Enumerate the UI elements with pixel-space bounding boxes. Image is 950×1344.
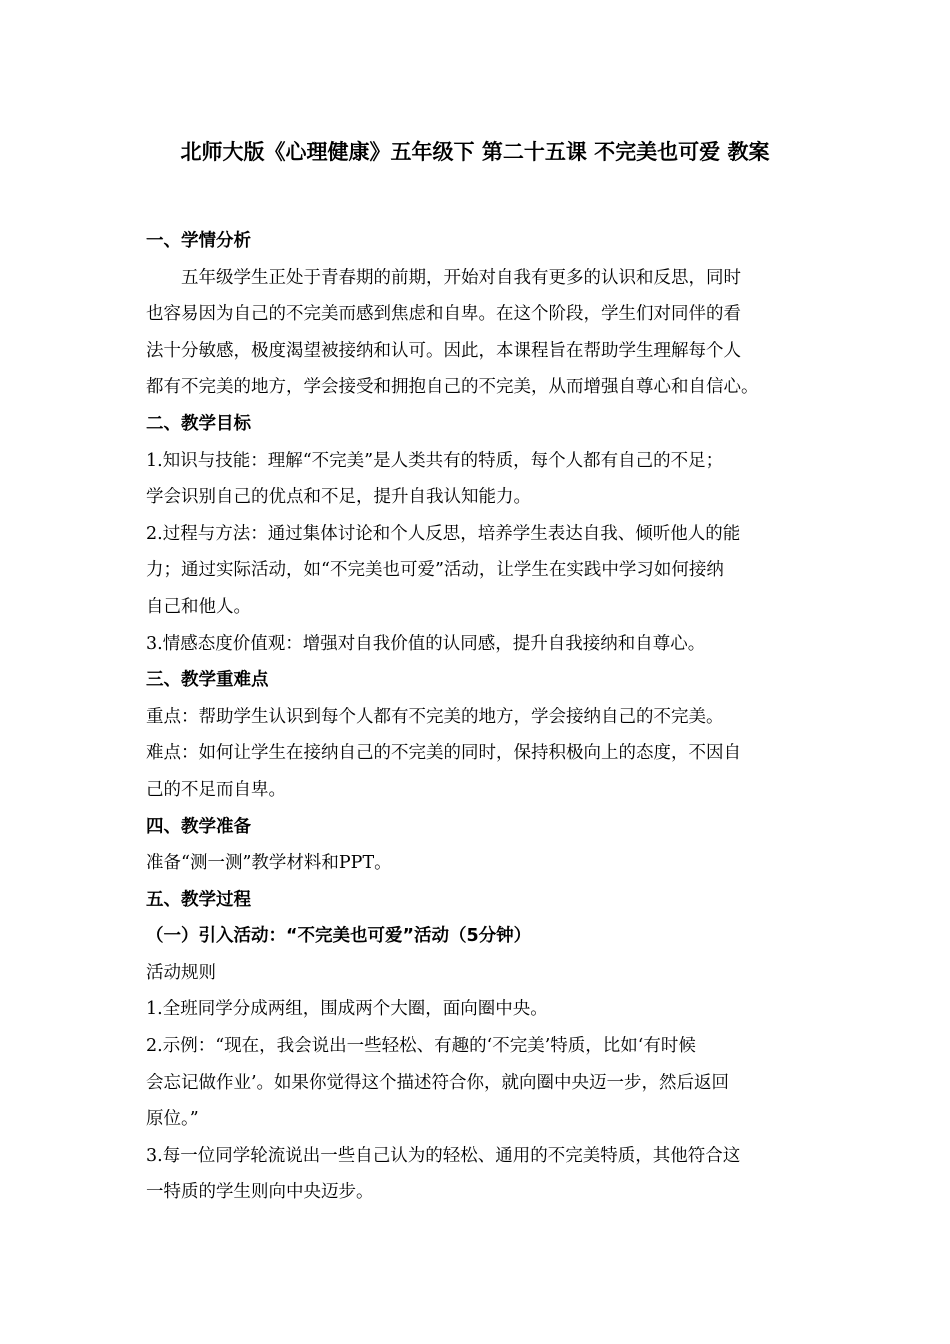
paragraph-line: 1.全班同学分成两组，围成两个大圈，面向圈中央。 [146,999,548,1020]
paragraph-line: 2.示例：“现在，我会说出一些轻松、有趣的‘不完美’特质，比如‘有时候 [146,1036,696,1057]
paragraph-line: 重点：帮助学生认识到每个人都有不完美的地方，学会接纳自己的不完美。 [146,706,724,727]
paragraph-line: 3.每一位同学轮流说出一些自己认为的轻松、通用的不完美特质，其他符合这 [146,1145,741,1166]
section-heading: 二、教学目标 [146,413,251,434]
paragraph-line: 己的不足而自卑。 [146,779,286,800]
section-heading: （一）引入活动：“不完美也可爱”活动（5分钟） [146,926,532,947]
paragraph-line: 也容易因为自己的不完美而感到焦虑和自卑。在这个阶段，学生们对同伴的看 [146,304,741,325]
paragraph-line: 3.情感态度价值观：增强对自我价值的认同感，提升自我接纳和自尊心。 [146,633,706,654]
paragraph-line: 会忘记做作业’。如果你觉得这个描述符合你，就向圈中央迈一步，然后返回 [146,1072,730,1093]
paragraph-line: 力；通过实际活动，如“不完美也可爱”活动，让学生在实践中学习如何接纳 [146,560,724,581]
paragraph-line: 难点：如何让学生在接纳自己的不完美的同时，保持积极向上的态度，不因自 [146,743,741,764]
section-heading: 一、学情分析 [146,231,251,251]
paragraph-line: 2.过程与方法：通过集体讨论和个人反思，培养学生表达自我、倾听他人的能 [146,523,741,544]
document-body [146,223,806,1211]
paragraph-line: 准备“测一测”教学材料和PPT。 [146,853,392,874]
paragraph-line: 原位。” [146,1109,199,1130]
section-heading: 五、教学过程 [146,889,251,910]
paragraph-line: 学会识别自己的优点和不足，提升自我认知能力。 [146,487,531,508]
paragraph-line: 自己和他人。 [146,596,251,617]
section-heading: 四、教学准备 [146,816,251,837]
paragraph-line: 都有不完美的地方，学会接受和拥抱自己的不完美，从而增强自尊心和自信心。 [146,377,759,398]
paragraph-line: 一特质的学生则向中央迈步。 [146,1182,374,1203]
section-heading: 三、教学重难点 [146,670,269,691]
document-title: 北师大版《心理健康》五年级下 第二十五课 不完美也可爱 教案 [180,140,770,164]
paragraph-line: 活动规则 [146,962,216,983]
paragraph-line: 五年级学生正处于青春期的前期，开始对自我有更多的认识和反思，同时 [181,267,741,288]
paragraph-line: 法十分敏感，极度渴望被接纳和认可。因此，本课程旨在帮助学生理解每个人 [146,340,741,361]
paragraph-line: 1.知识与技能：理解“不完美”是人类共有的特质，每个人都有自己的不足； [146,450,724,471]
